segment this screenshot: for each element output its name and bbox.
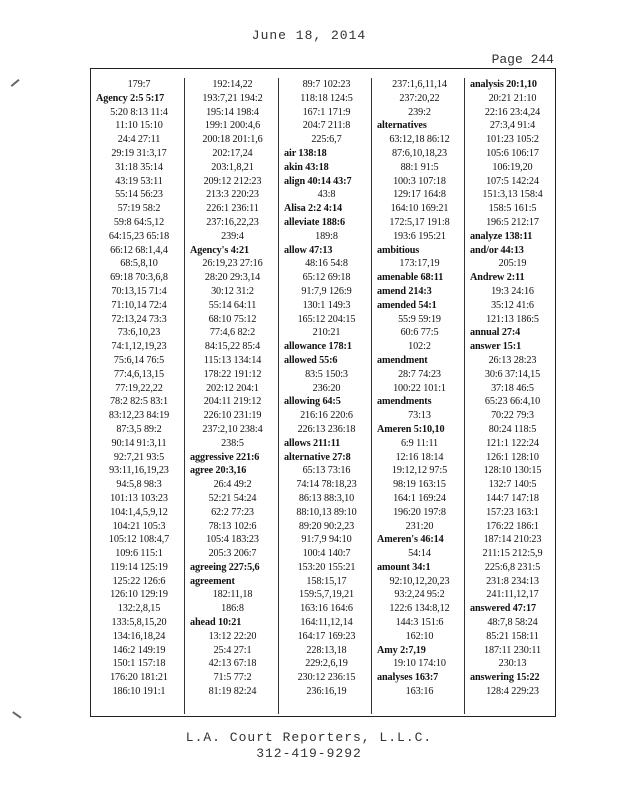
index-reference-line: 93:2,24 95:2 [394, 589, 445, 601]
index-reference-line: 211:15 212:5,9 [482, 548, 543, 560]
index-headword-line: air 138:18 [284, 147, 327, 159]
index-column-2 [184, 78, 277, 714]
index-reference-line: 205:3 206:7 [208, 548, 257, 560]
index-reference-line: 128:4 229:23 [486, 686, 539, 698]
index-reference-line: 128:10 130:15 [483, 465, 542, 477]
index-headword-line: answered 47:17 [470, 603, 537, 615]
index-column-5 [464, 78, 557, 714]
index-reference-line: 25:4 27:1 [213, 644, 252, 656]
index-reference-line: 159:5,7,19,21 [298, 589, 354, 601]
index-reference-line: 100:22 101:1 [393, 382, 446, 394]
index-reference-line: 68:5,8,10 [120, 258, 158, 270]
index-reference-line: 54:14 [408, 548, 431, 560]
index-reference-line: 104:1,4,5,9,12 [110, 506, 168, 518]
index-reference-line: 228:13,18 [306, 644, 347, 656]
index-reference-line: 35:12 41:6 [491, 299, 534, 311]
index-reference-line: 213:3 220:23 [206, 189, 259, 201]
footer-phone: 312-419-9292 [256, 746, 362, 761]
index-reference-line: 85:21 158:11 [486, 630, 539, 642]
header-date: June 18, 2014 [251, 28, 367, 43]
index-reference-line: 55:14 64:11 [208, 299, 257, 311]
index-reference-line: 164:10 169:21 [390, 203, 449, 215]
index-reference-line: 81:19 82:24 [208, 686, 257, 698]
index-reference-line: 203:1,8,21 [211, 161, 254, 173]
index-headword-line: Ameren's 46:14 [377, 534, 444, 546]
index-reference-line: 26:13 28:23 [488, 354, 537, 366]
index-reference-line: 43:8 [317, 189, 336, 201]
index-reference-line: 239:4 [221, 230, 244, 242]
index-reference-line: 60:6 77:5 [400, 327, 439, 339]
index-reference-line: 70:13,15 71:4 [111, 285, 167, 297]
index-reference-line: 101:23 105:2 [486, 134, 539, 146]
index-reference-line: 186:10 191:1 [112, 686, 166, 698]
index-reference-line: 210:21 [312, 327, 341, 339]
index-headword-line: agreement [190, 575, 235, 587]
index-headword-line: Amy 2:7,19 [377, 644, 426, 656]
index-reference-line: 100:4 140:7 [302, 548, 351, 560]
index-reference-line: 225:6,8 231:5 [484, 561, 541, 573]
index-reference-line: 77:4,6 82:2 [209, 327, 256, 339]
index-reference-line: 153:20 155:21 [297, 561, 356, 573]
index-reference-line: 87:6,10,18,23 [391, 147, 447, 159]
index-reference-line: 106:19,20 [492, 161, 533, 173]
index-reference-line: 196:20 197:8 [393, 506, 446, 518]
index-reference-line: 55:14 56:23 [115, 189, 163, 201]
index-reference-line: 204:7 211:8 [302, 120, 351, 132]
index-reference-line: 77:4,6,13,15 [113, 368, 165, 380]
index-reference-line: 237:1,6,11,14 [392, 79, 447, 90]
index-reference-line: 134:16,18,24 [112, 630, 166, 642]
index-reference-line: 196:5 212:17 [486, 216, 539, 228]
index-reference-line: 230:12 236:15 [297, 672, 356, 684]
index-reference-line: 66:12 68:1,4,4 [110, 244, 168, 256]
index-reference-line: 75:6,14 76:5 [113, 354, 165, 366]
index-reference-line: 20:21 21:10 [488, 92, 537, 104]
index-reference-line: 241:11,12,17 [486, 589, 539, 601]
index-reference-line: 48:7,8 58:24 [487, 617, 538, 629]
index-reference-line: 100:3 107:18 [393, 175, 446, 187]
index-reference-line: 187:14 210:23 [483, 534, 542, 546]
index-headword-line: amend 214:3 [377, 285, 432, 297]
index-reference-line: 74:1,12,19,23 [111, 341, 167, 353]
index-reference-line: 225:6,7 [311, 134, 342, 146]
index-reference-line: 91:7,9 126:9 [301, 285, 352, 297]
index-reference-line: 204:11 219:12 [203, 396, 262, 408]
index-headword-line: alternatives [377, 120, 427, 132]
index-reference-line: 29:19 31:3,17 [111, 147, 167, 159]
index-reference-line: 93:11,16,19,23 [109, 465, 169, 477]
index-reference-line: 72:13,24 73:3 [111, 313, 167, 325]
index-reference-line: 237:20,22 [399, 92, 440, 104]
index-reference-line: 144:7 147:18 [486, 492, 539, 504]
index-reference-line: 239:2 [408, 106, 431, 118]
index-reference-line: 162:10 [405, 630, 434, 642]
index-headword-line: amendments [377, 396, 432, 408]
index-reference-line: 144:3 151:6 [395, 617, 444, 629]
index-reference-line: 209:12 212:23 [203, 175, 262, 187]
index-column-3 [278, 78, 371, 714]
footer-company: L.A. Court Reporters, L.L.C. [185, 730, 433, 745]
index-reference-line: 92:10,12,20,23 [389, 575, 450, 587]
index-reference-line: 187:11 230:11 [483, 644, 542, 656]
index-headword-line: agreeing 227:5,6 [190, 561, 260, 573]
index-reference-line: 146:2 149:19 [112, 644, 166, 656]
index-reference-line: 83:12,23 84:19 [108, 410, 170, 422]
index-reference-line: 216:16 220:6 [300, 410, 353, 422]
index-reference-line: 22:16 23:4,24 [484, 106, 541, 118]
index-column-4 [371, 78, 464, 714]
index-reference-line: 158:15,17 [306, 575, 347, 587]
index-headword-line: akin 43:18 [284, 161, 329, 173]
index-reference-line: 132:7 140:5 [488, 479, 537, 491]
index-reference-line: 70:22 79:3 [491, 410, 534, 422]
index-headword-line: Alisa 2:2 4:14 [284, 203, 343, 215]
index-reference-line: 163:16 164:6 [300, 603, 353, 615]
index-reference-line: 115:13 134:14 [203, 354, 262, 366]
index-reference-line: 226:13 236:18 [297, 423, 356, 435]
index-reference-line: 157:23 163:1 [486, 506, 539, 518]
index-reference-line: 182:11,18 [212, 589, 253, 601]
index-reference-line: 83:5 150:3 [305, 368, 348, 380]
index-reference-line: 28:7 74:23 [398, 368, 441, 380]
index-reference-line: 121:13 186:5 [486, 313, 539, 325]
index-reference-line: 89:7 102:23 [302, 79, 351, 90]
index-reference-line: 65:13 73:16 [302, 465, 351, 477]
index-headword-line: Agency 2:5 5:17 [96, 92, 165, 104]
index-reference-line: 64:15,23 65:18 [108, 230, 170, 242]
index-reference-line: 192:14,22 [212, 79, 253, 90]
index-reference-line: 151:3,13 158:4 [482, 189, 543, 201]
index-reference-line: 176:20 181:21 [110, 672, 168, 684]
index-reference-line: 122:6 134:8,12 [389, 603, 450, 615]
index-reference-line: 84:15,22 85:4 [204, 341, 261, 353]
index-reference-line: 105:4 183:23 [206, 534, 259, 546]
index-reference-line: 65:23 66:4,10 [484, 396, 541, 408]
index-reference-line: 193:7,21 194:2 [202, 92, 263, 104]
index-reference-line: 73:6,10,23 [117, 327, 161, 339]
index-reference-line: 178:22 191:12 [203, 368, 262, 380]
index-reference-line: 27:3,4 91:4 [489, 120, 536, 132]
index-reference-line: 164:1 169:24 [393, 492, 446, 504]
index-reference-line: 5:20 8:13 11:4 [110, 106, 168, 118]
index-reference-line: 24:4 27:11 [117, 134, 161, 146]
index-reference-line: 130:1 149:3 [302, 299, 351, 311]
index-reference-line: 19:3 24:16 [491, 285, 534, 297]
index-reference-line: 226:1 236:11 [206, 203, 259, 215]
index-reference-line: 167:1 171:9 [302, 106, 351, 118]
index-reference-line: 129:17 164:8 [393, 189, 446, 201]
index-headword-line: analyses 163:7 [377, 672, 439, 684]
index-reference-line: 195:14 198:4 [206, 106, 259, 118]
index-reference-line: 202:17,24 [212, 147, 253, 159]
index-reference-line: 125:22 126:6 [112, 575, 166, 587]
index-reference-line: 231:20 [405, 520, 434, 532]
page-number: Page 244 [491, 52, 554, 67]
index-reference-line: 69:18 70:3,6,8 [110, 272, 168, 284]
index-reference-line: 165:12 204:15 [297, 313, 356, 325]
index-reference-line: 189:8 [315, 230, 338, 242]
index-reference-line: 65:12 69:18 [302, 272, 351, 284]
index-headword-line: allows 211:11 [284, 437, 341, 449]
index-reference-line: 30:12 31:2 [211, 285, 254, 297]
index-reference-line: 19:10 174:10 [393, 658, 446, 670]
index-headword-line: amendment [377, 354, 428, 366]
index-reference-line: 12:16 18:14 [395, 451, 444, 463]
index-reference-line: 163:16 [405, 686, 434, 698]
index-headword-line: analyze 138:11 [470, 230, 533, 242]
scan-mark [11, 79, 20, 87]
index-reference-line: 118:18 124:5 [300, 92, 353, 104]
index-reference-line: 48:16 54:8 [305, 258, 348, 270]
index-reference-line: 80:24 118:5 [488, 423, 537, 435]
index-reference-line: 37:18 46:5 [491, 382, 534, 394]
index-reference-line: 90:14 91:3,11 [111, 437, 167, 449]
index-reference-line: 164:11,12,14 [300, 617, 353, 629]
index-reference-line: 63:12,18 86:12 [389, 134, 450, 146]
index-headword-line: aggressive 221:6 [190, 451, 260, 463]
index-reference-line: 176:22 186:1 [486, 520, 539, 532]
index-reference-line: 62:2 77:23 [211, 506, 254, 518]
index-reference-line: 28:20 29:3,14 [204, 272, 261, 284]
index-reference-line: 205:19 [498, 258, 527, 270]
index-reference-line: 78:2 82:5 83:1 [109, 396, 169, 408]
index-reference-line: 173:17,19 [399, 258, 440, 270]
index-reference-line: 73:13 [408, 410, 431, 422]
index-reference-line: 164:17 169:23 [297, 630, 356, 642]
index-reference-line: 89:20 90:2,23 [298, 520, 355, 532]
index-reference-line: 199:1 200:4,6 [204, 120, 261, 132]
index-headword-line: amended 54:1 [377, 299, 437, 311]
index-reference-line: 86:13 88:3,10 [298, 492, 355, 504]
index-headword-line: alternative 27:8 [284, 451, 351, 463]
index-reference-line: 31:18 35:14 [115, 161, 163, 173]
index-reference-line: 11:10 15:10 [115, 120, 163, 132]
index-reference-line: 238:5 [221, 437, 244, 449]
index-reference-line: 229:2,6,19 [305, 658, 348, 670]
index-reference-line: 30:6 37:14,15 [484, 368, 541, 380]
index-headword-line: Andrew 2:11 [470, 272, 525, 284]
index-reference-line: 107:5 142:24 [486, 175, 539, 187]
index-reference-line: 71:5 77:2 [213, 672, 252, 684]
index-reference-line: 158:5 161:5 [488, 203, 537, 215]
index-reference-line: 105:6 106:17 [486, 147, 539, 159]
index-headword-line: allowance 178:1 [284, 341, 352, 353]
index-reference-line: 42:13 67:18 [208, 658, 257, 670]
index-reference-line: 230:13 [498, 658, 527, 670]
index-reference-line: 57:19 58:2 [117, 203, 161, 215]
index-reference-line: 88:1 91:5 [400, 161, 439, 173]
index-reference-line: 202:12 204:1 [206, 382, 259, 394]
index-reference-line: 104:21 105:3 [112, 520, 166, 532]
index-headword-line: analysis 20:1,10 [470, 79, 537, 90]
index-reference-line: 105:12 108:4,7 [108, 534, 170, 546]
index-headword-line: allow 47:13 [284, 244, 333, 256]
index-headword-line: answer 15:1 [470, 341, 522, 353]
index-reference-line: 87:3,5 89:2 [116, 423, 162, 435]
index-reference-line: 126:1 128:10 [486, 451, 539, 463]
index-reference-line: 133:5,8,15,20 [111, 617, 167, 629]
index-reference-line: 236:20 [312, 382, 341, 394]
index-headword-line: answering 15:22 [470, 672, 540, 684]
index-reference-line: 226:10 231:19 [203, 410, 262, 422]
index-reference-line: 237:16,22,23 [206, 216, 259, 228]
index-reference-line: 231:8 234:13 [486, 575, 539, 587]
index-headword-line: Agency's 4:21 [190, 244, 249, 256]
index-reference-line: 19:12,12 97:5 [391, 465, 448, 477]
index-headword-line: Ameren 5:10,10 [377, 423, 445, 435]
index-reference-line: 26:4 49:2 [213, 479, 252, 491]
index-reference-line: 98:19 163:15 [393, 479, 446, 491]
index-reference-line: 237:2,10 238:4 [202, 423, 263, 435]
index-headword-line: and/or 44:13 [470, 244, 524, 256]
index-headword-line: ahead 10:21 [190, 617, 242, 629]
index-reference-line: 179:7 [127, 79, 151, 90]
index-reference-line: 150:1 157:18 [112, 658, 166, 670]
index-reference-line: 6:9 11:11 [400, 437, 439, 449]
index-reference-line: 193:6 195:21 [393, 230, 446, 242]
index-headword-line: ambitious [377, 244, 420, 256]
index-reference-line: 43:19 53:11 [115, 175, 163, 187]
index-headword-line: amount 34:1 [377, 561, 431, 573]
index-headword-line: agree 20:3,16 [190, 465, 247, 477]
index-reference-line: 186:8 [221, 603, 244, 615]
index-headword-line: align 40:14 43:7 [284, 175, 352, 187]
index-headword-line: allowing 64:5 [284, 396, 341, 408]
index-reference-line: 78:13 102:6 [208, 520, 257, 532]
index-headword-line: alleviate 188:6 [284, 216, 346, 228]
index-reference-line: 236:16,19 [306, 686, 347, 698]
index-reference-line: 132:2,8,15 [117, 603, 161, 615]
index-reference-line: 200:18 201:1,6 [202, 134, 263, 146]
index-reference-line: 92:7,21 93:5 [113, 451, 165, 463]
index-reference-line: 68:10 75:12 [208, 313, 257, 325]
index-reference-line: 172:5,17 191:8 [389, 216, 450, 228]
index-headword-line: amenable 68:11 [377, 272, 444, 284]
index-reference-line: 102:2 [408, 341, 431, 353]
index-reference-line: 101:13 103:23 [110, 492, 168, 504]
index-headword-line: allowed 55:6 [284, 354, 338, 366]
index-column-1 [91, 78, 184, 714]
index-reference-line: 26:19,23 27:16 [202, 258, 263, 270]
index-reference-line: 71:10,14 72:4 [111, 299, 167, 311]
index-reference-line: 109:6 115:1 [115, 548, 163, 560]
index-headword-line: annual 27:4 [470, 327, 521, 339]
index-reference-line: 59:8 64:5,12 [113, 216, 165, 228]
index-reference-line: 55:9 59:19 [398, 313, 441, 325]
index-reference-line: 88:10,13 89:10 [296, 506, 357, 518]
index-reference-line: 74:14 78:18,23 [296, 479, 357, 491]
index-reference-line: 126:10 129:19 [110, 589, 168, 601]
index-reference-line: 94:5,8 98:3 [116, 479, 162, 491]
index-reference-line: 119:14 125:19 [110, 561, 168, 573]
index-reference-line: 91:7,9 94:10 [301, 534, 352, 546]
index-reference-line: 13:12 22:20 [208, 630, 257, 642]
index-reference-line: 52:21 54:24 [208, 492, 257, 504]
index-reference-line: 77:19,22,22 [115, 382, 163, 394]
index-reference-line: 121:1 122:24 [486, 437, 539, 449]
scan-mark [12, 711, 21, 718]
